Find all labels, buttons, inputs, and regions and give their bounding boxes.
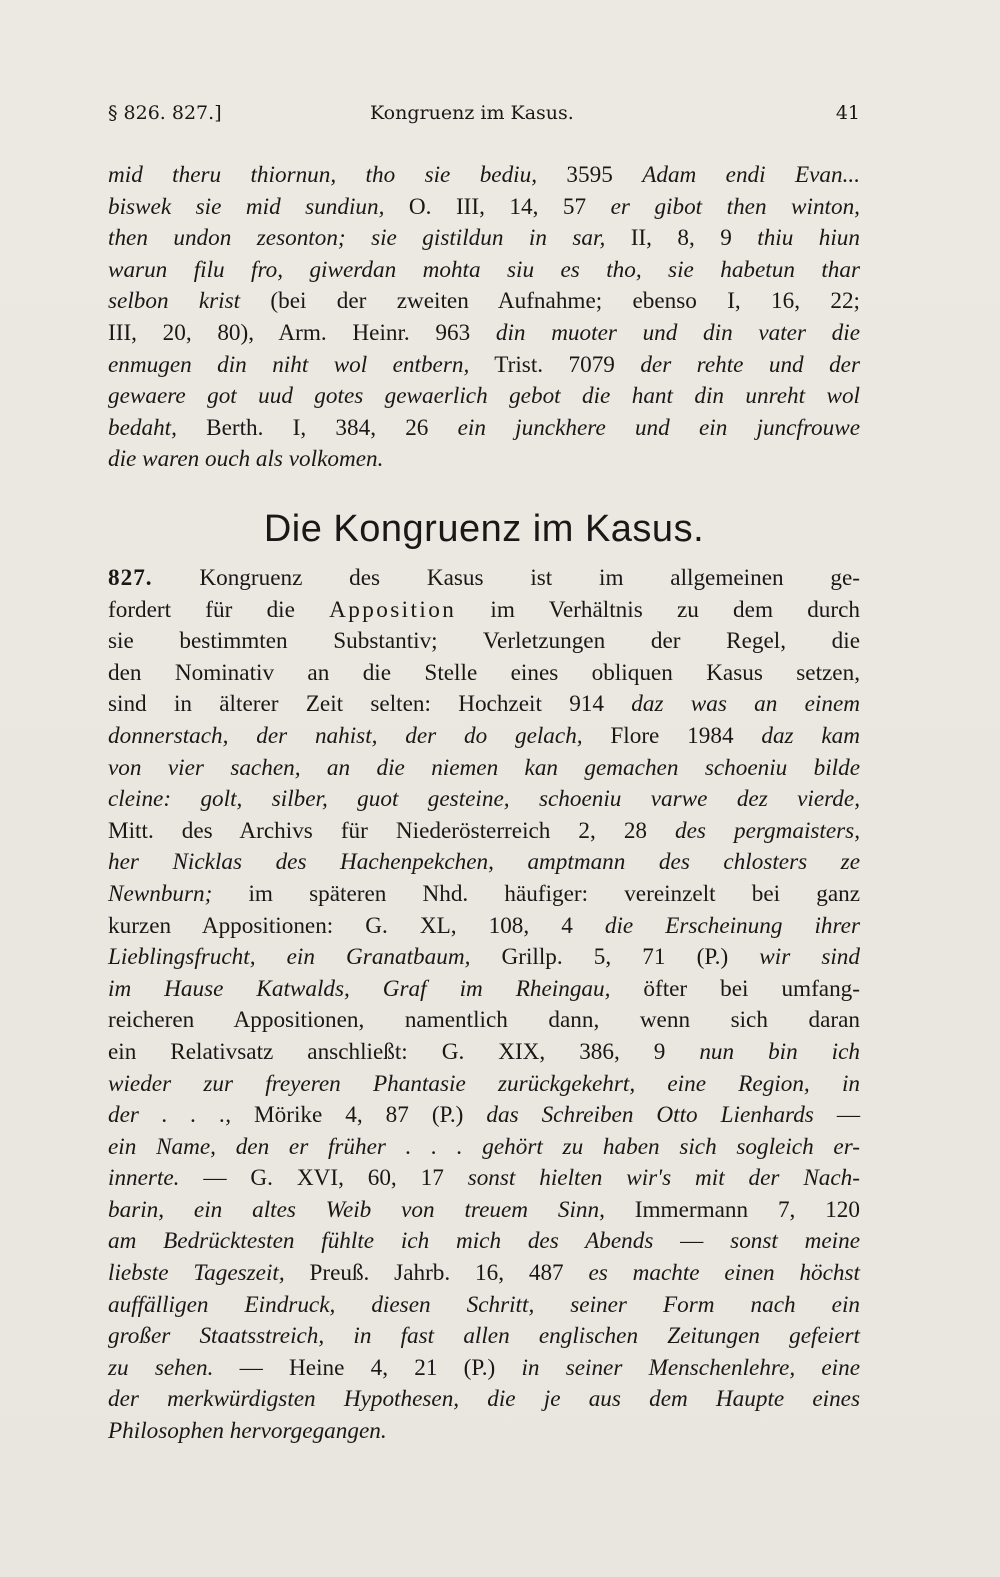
text-line: then undon zesonton; sie gistildun in sar, II, 8, 9 thiu hiun	[108, 225, 860, 252]
running-head	[108, 102, 860, 132]
text-line: innerte. — G. XVI, 60, 17 sonst hielten wir's mit der Nach-	[108, 1165, 860, 1192]
text-line: donnerstach, der nahist, der do gelach, Flore 1984 daz kam	[108, 722, 861, 749]
text-line: im Hause Katwalds, Graf im Rheingau, öfter bei umfang-	[108, 975, 860, 1002]
text-line: am Bedrücktesten fühlte ich mich des Abends — sonst meine	[108, 1228, 861, 1255]
text-line: der merkwürdigsten Hypothesen, die je aus dem Haupte eines	[108, 1386, 860, 1413]
text-line: enmugen din niht wol entbern, Trist. 7079 der rehte und der	[108, 351, 860, 378]
text-line: cleine: golt, silber, guot gesteine, schoeniu varwe dez vierde,	[108, 786, 860, 813]
text-line: biswek sie mid sundiun, O. III, 14, 57 er gibot then winton,	[108, 193, 860, 220]
text-line: von vier sachen, an die niemen kan gemachen schoeniu bilde	[108, 754, 860, 781]
text-line: 827. Kongruenz des Kasus ist im allgemeinen ge-	[108, 565, 860, 591]
paragraph-827	[108, 563, 860, 1448]
text-line: kurzen Appositionen: G. XL, 108, 4 die Erscheinung ihrer	[108, 912, 860, 939]
text-line: großer Staatsstreich, in fast allen englischen Zeitungen gefeiert	[108, 1323, 860, 1350]
section-heading: Die Kongruenz im Kasus.	[263, 508, 705, 550]
page-number: 41	[835, 102, 860, 124]
text-line: den Nominativ an die Stelle eines obliquen Kasus setzen,	[108, 659, 860, 686]
text-line: III, 20, 80), Arm. Heinr. 963 din muoter und din vater die	[108, 319, 861, 346]
text-line: warun filu fro, giwerdan mohta siu es tho, sie habetun thar	[108, 256, 860, 283]
text-line: selbon krist (bei der zweiten Aufnahme; ebenso I, 16, 22;	[108, 288, 860, 315]
text-line: Mitt. des Archivs für Niederösterreich 2, 28 des pergmaisters,	[108, 817, 861, 844]
text-line: bedaht, Berth. I, 384, 26 ein junckhere und ein juncfrouwe	[108, 414, 860, 441]
text-line: liebste Tageszeit, Preuß. Jahrb. 16, 487 es machte einen höchst	[108, 1260, 860, 1287]
text-line: ein Relativsatz anschließt: G. XIX, 386, 9 nun bin ich	[108, 1038, 860, 1065]
paragraph-number: 827.	[108, 565, 153, 591]
text-line: fordert für die Apposition im Verhältnis zu dem durch	[108, 596, 860, 623]
text-line: mid theru thiornun, tho sie bediu, 3595 Adam endi Evan...	[108, 162, 861, 188]
text-line: Lieblingsfrucht, ein Granatbaum, Grillp. 5, 71 (P.) wir sind	[108, 944, 860, 971]
text-line: sie bestimmten Substantiv; Verletzungen der Regel, die	[108, 628, 860, 655]
text-line: auffälligen Eindruck, diesen Schritt, seiner Form nach ein	[108, 1291, 860, 1318]
text-line: her Nicklas des Hachenpekchen, amptmann des chlosters ze	[108, 849, 860, 876]
text-line: zu sehen. — Heine 4, 21 (P.) in seiner Menschenlehre, eine	[108, 1354, 860, 1381]
text-line: Newnburn; im späteren Nhd. häufiger: vereinzelt bei ganz	[108, 880, 860, 907]
text-line: der . . ., Mörike 4, 87 (P.) das Schreiben Otto Lienhards —	[108, 1102, 860, 1129]
text-line: die waren ouch als volkomen.	[108, 446, 384, 473]
text-line: gewaere got uud gotes gewaerlich gebot die hant din unreht wol	[108, 383, 860, 410]
text-line: Philosophen hervorgegangen.	[108, 1418, 387, 1445]
text-line: wieder zur freyeren Phantasie zurückgekehrt, eine Region, in	[108, 1070, 860, 1097]
continued-examples	[108, 160, 860, 476]
text-line: sind in älterer Zeit selten: Hochzeit 914 daz was an einem	[108, 691, 860, 718]
text-line: reicheren Appositionen, namentlich dann, wenn sich daran	[108, 1007, 860, 1034]
running-title: Kongruenz im Kasus.	[370, 102, 574, 124]
section-reference: § 826. 827.]	[108, 102, 222, 124]
text-line: barin, ein altes Weib von treuem Sinn, Immermann 7, 120	[108, 1196, 860, 1223]
text-line: ein Name, den er früher . . . gehört zu haben sich sogleich er-	[108, 1133, 860, 1160]
